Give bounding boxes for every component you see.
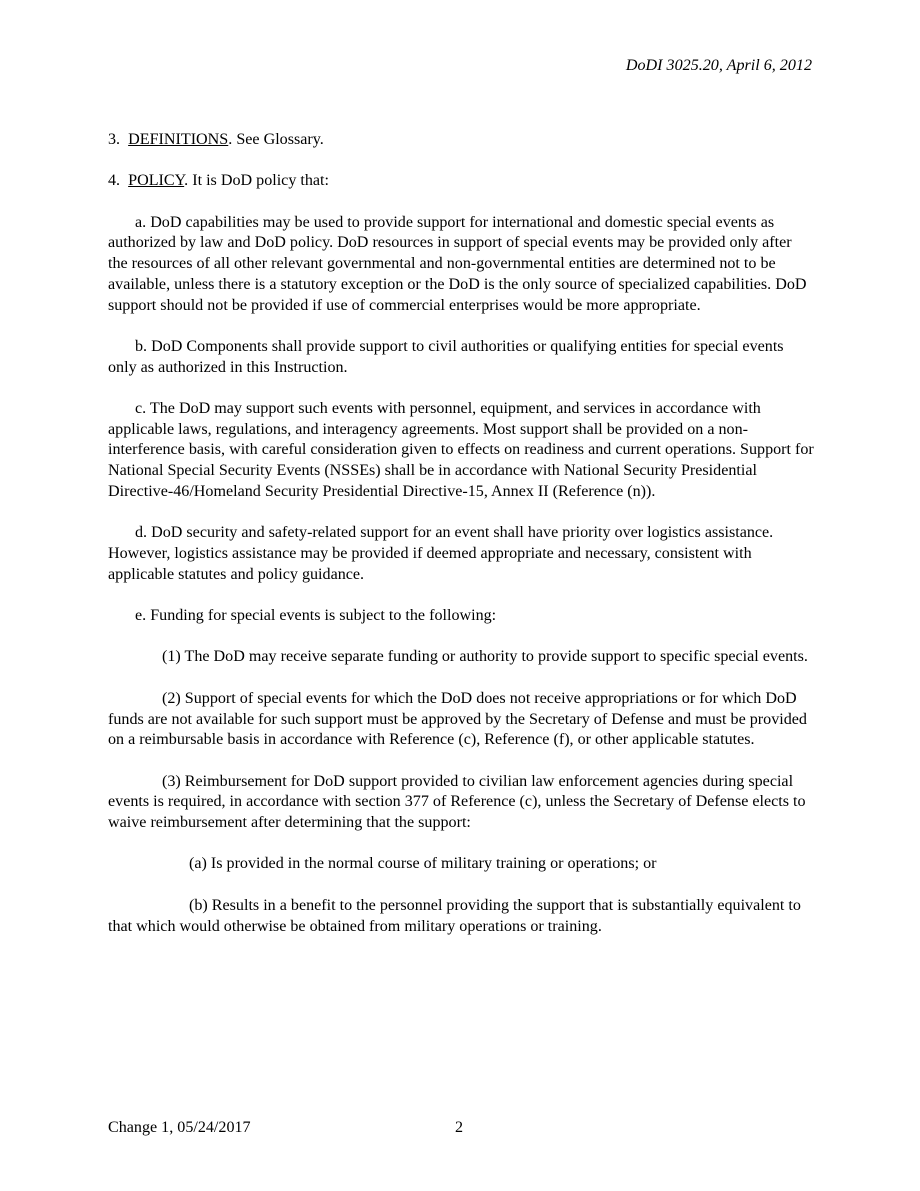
paragraph-e-3-b: (b) Results in a benefit to the personnel providing the support that is substantially equivalent to that which would otherwise be obtained from military operations or training.	[108, 896, 801, 935]
section-policy	[108, 171, 814, 192]
section-text: . It is DoD policy that:	[184, 172, 329, 190]
paragraph-e: e. Funding for special events is subject to the following:	[135, 607, 497, 625]
document-header: DoDI 3025.20, April 6, 2012	[625, 57, 812, 74]
paragraph-b: b. DoD Components shall provide support to civil authorities or qualifying entities for special events only as authorized in this Instruction.	[108, 337, 784, 376]
page-number: 2	[455, 1119, 464, 1136]
footer-change-note: Change 1, 05/24/2017	[108, 1119, 251, 1136]
document-body	[108, 130, 814, 958]
paragraph-c: c. The DoD may support such events with personnel, equipment, and services in accordance with applicable laws, regulations, and interagency agreements. Most support shall be provided on a non-interference basis, with careful consideration given to effects on readiness and current operations. Support for National Special Security Events (NSSEs) shall be in accordance with National Security Presidential Directive-46/Homeland Security Presidential Directive-15, Annex II (Reference (n)).	[108, 400, 814, 500]
section-text: . See Glossary.	[228, 131, 324, 148]
section-number: 3.	[108, 131, 121, 148]
paragraph-e-3: (3) Reimbursement for DoD support provided to civilian law enforcement agencies during special events is required, in accordance with section 377 of Reference (c), unless the Secretary of Defense elects to waive reimbursement after determining that the support:	[108, 772, 806, 832]
section-definitions	[108, 130, 814, 151]
section-number: 4.	[108, 172, 121, 190]
paragraph-d: d. DoD security and safety-related support for an event shall have priority over logistics assistance. However, logistics assistance may be provided if deemed appropriate and necessary, consistent with applicable statutes and policy guidance.	[108, 524, 774, 583]
paragraph-a: a. DoD capabilities may be used to provide support for international and domestic special events as authorized by law and DoD policy. DoD resources in support of special events may be provided only after the resources of all other relevant governmental and non-governmental entities are determined not to be available, unless there is a statutory exception or the DoD is the only source of specialized capabilities. DoD support should not be provided if use of commercial enterprises would be more appropriate.	[108, 213, 807, 314]
section-heading-definitions: DEFINITIONS	[128, 131, 229, 148]
paragraph-e-3-a: (a) Is provided in the normal course of military training or operations; or	[189, 855, 657, 873]
paragraph-e-2: (2) Support of special events for which the DoD does not receive appropriations or for which DoD funds are not available for such support must be approved by the Secretary of Defense and must be provided on a reimbursable basis in accordance with Reference (c), Reference (f), or other applicable statutes.	[108, 689, 807, 749]
paragraph-e-1: (1) The DoD may receive separate funding or authority to provide support to specific special events.	[162, 648, 808, 666]
section-heading-policy: POLICY	[128, 172, 185, 190]
